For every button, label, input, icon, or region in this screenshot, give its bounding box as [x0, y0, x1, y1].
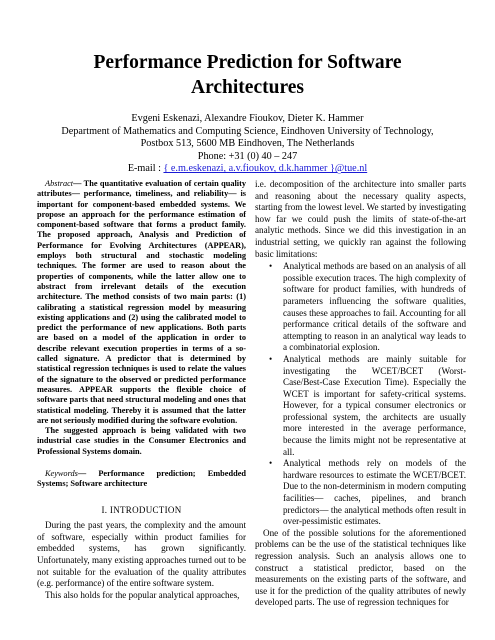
paper-title: [40, 50, 455, 100]
email-line: [40, 163, 455, 176]
email-link[interactable]: { e.m.eskenazi, a.v.fioukov, d.k.hammer }@tue.nl: [163, 163, 368, 175]
right-column: [255, 179, 466, 609]
author-block: [40, 113, 455, 176]
abstract: [37, 179, 246, 457]
title-line-1: Performance Prediction for Software: [93, 52, 402, 73]
abstract-label: Abstract: [45, 179, 74, 188]
keywords: [37, 469, 246, 490]
intro-paragraph-continued: i.e. decomposition of the architecture into smaller parts and reasoning about the necessary quality aspects, starting from the lowest level. We started by investigating how far we could push the limits of state-of-the-art analytic methods. Since we did this investigation in an industrial setting, we quickly ran against the following basic limitations:: [255, 179, 466, 259]
title-line-2: Architectures: [191, 77, 304, 98]
affiliation: Department of Mathematics and Computing Science, Eindhoven University of Technology,: [61, 125, 434, 137]
keywords-label: Keywords: [45, 469, 78, 479]
phone-number: Phone: +31 (0) 40 – 247: [197, 150, 298, 162]
limitations-list: [255, 261, 466, 528]
author-names: Evgeni Eskenazi, Alexandre Fioukov, Dieter K. Hammer: [131, 113, 364, 124]
intro-paragraph-1: During the past years, the complexity and the amount of software, especially within product families for embedded systems, has grown significantly. Unfortunately, many existing approaches turned out to be not suitable for the evaluation of the quality attributes (e.g. performance) of the entire software system.: [37, 520, 247, 589]
abstract-text: — The quantitative evaluation of certain quality attributes— performance, timeliness, and reliability— is important for component-based embedded systems. We propose an approach for the performance estimation of component-based software that forms a product family. The proposed approach, Analysis and Prediction of Performance for Evolving Architectures (APPEAR), employs both structural and stochastic modeling techniques. The former are used to reason about the properties of components, while the latter allow one to abstract from irrelevant details of the execution architecture. The method consists of two main parts: (1) calibrating a statistical regression model by measuring existing applications and (2) using the calibrated model to predict the performance of new applications. Both parts are based on a model of the application in order to describe relevant execution properties in terms of a so-called signature. A predictor that is determined by statistical regression techniques is used to relate the values of the signature to the observed or predicted performance measures. APPEAR supports the flexible choice of software parts that need structural modeling and ones that statistical modeling. Thereby it is assumed that the latter are not seriously modified during the software evolution.: [37, 179, 246, 425]
email-label: E-mail :: [127, 163, 161, 175]
keywords-text: — Performance prediction; Embedded Systems; Software architecture: [37, 469, 246, 489]
section-heading-introduction: I. INTRODUCTION: [101, 504, 182, 515]
list-item: • Analytical methods are mainly suitable for investigating the WCET/BCET (Worst-Case/Best-Case Execution Time). Especially the WCET is important for safety-critical systems. However, for a typical consumer electronics or professional system, the architects are usually more interested in the average performance, because the limits might not be representative at all.: [283, 354, 466, 458]
abstract-text-2: The suggested approach is being validated with two industrial case studies in the Consumer Electronics and Professional Systems domain.: [37, 426, 246, 456]
list-item: • Analytical methods rely on models of the hardware resources to estimate the WCET/BCET. Due to the non-determinism in modern computing facilities— caches, pipelines, and branch predictors— the analytical methods often result in over-pessimistic estimates.: [283, 458, 466, 528]
intro-paragraph-solutions: One of the possible solutions for the aforementioned problems can be the use of the statistical techniques like regression analysis. Such an analysis allows one to construct a statistical predictor, based on the measurements on the existing parts of the software, and use it for the prediction of the quality attributes of newly developed parts. The use of regression techniques for: [255, 527, 466, 608]
postal-address: Postbox 513, 5600 MB Eindhoven, The Netherlands: [140, 138, 355, 150]
list-item: • Analytical methods are based on an analysis of all possible execution traces. The high complexity of software for product families, with hundreds of parameters influencing the software qualities, causes these approaches to fail. Accounting for all performance critical details of the software and attempting to reason in an analytical way leads to a combinatorial explosion.: [283, 261, 466, 354]
intro-paragraph-2: This also holds for the popular analytical approaches,: [45, 589, 240, 600]
left-column: [37, 179, 246, 601]
